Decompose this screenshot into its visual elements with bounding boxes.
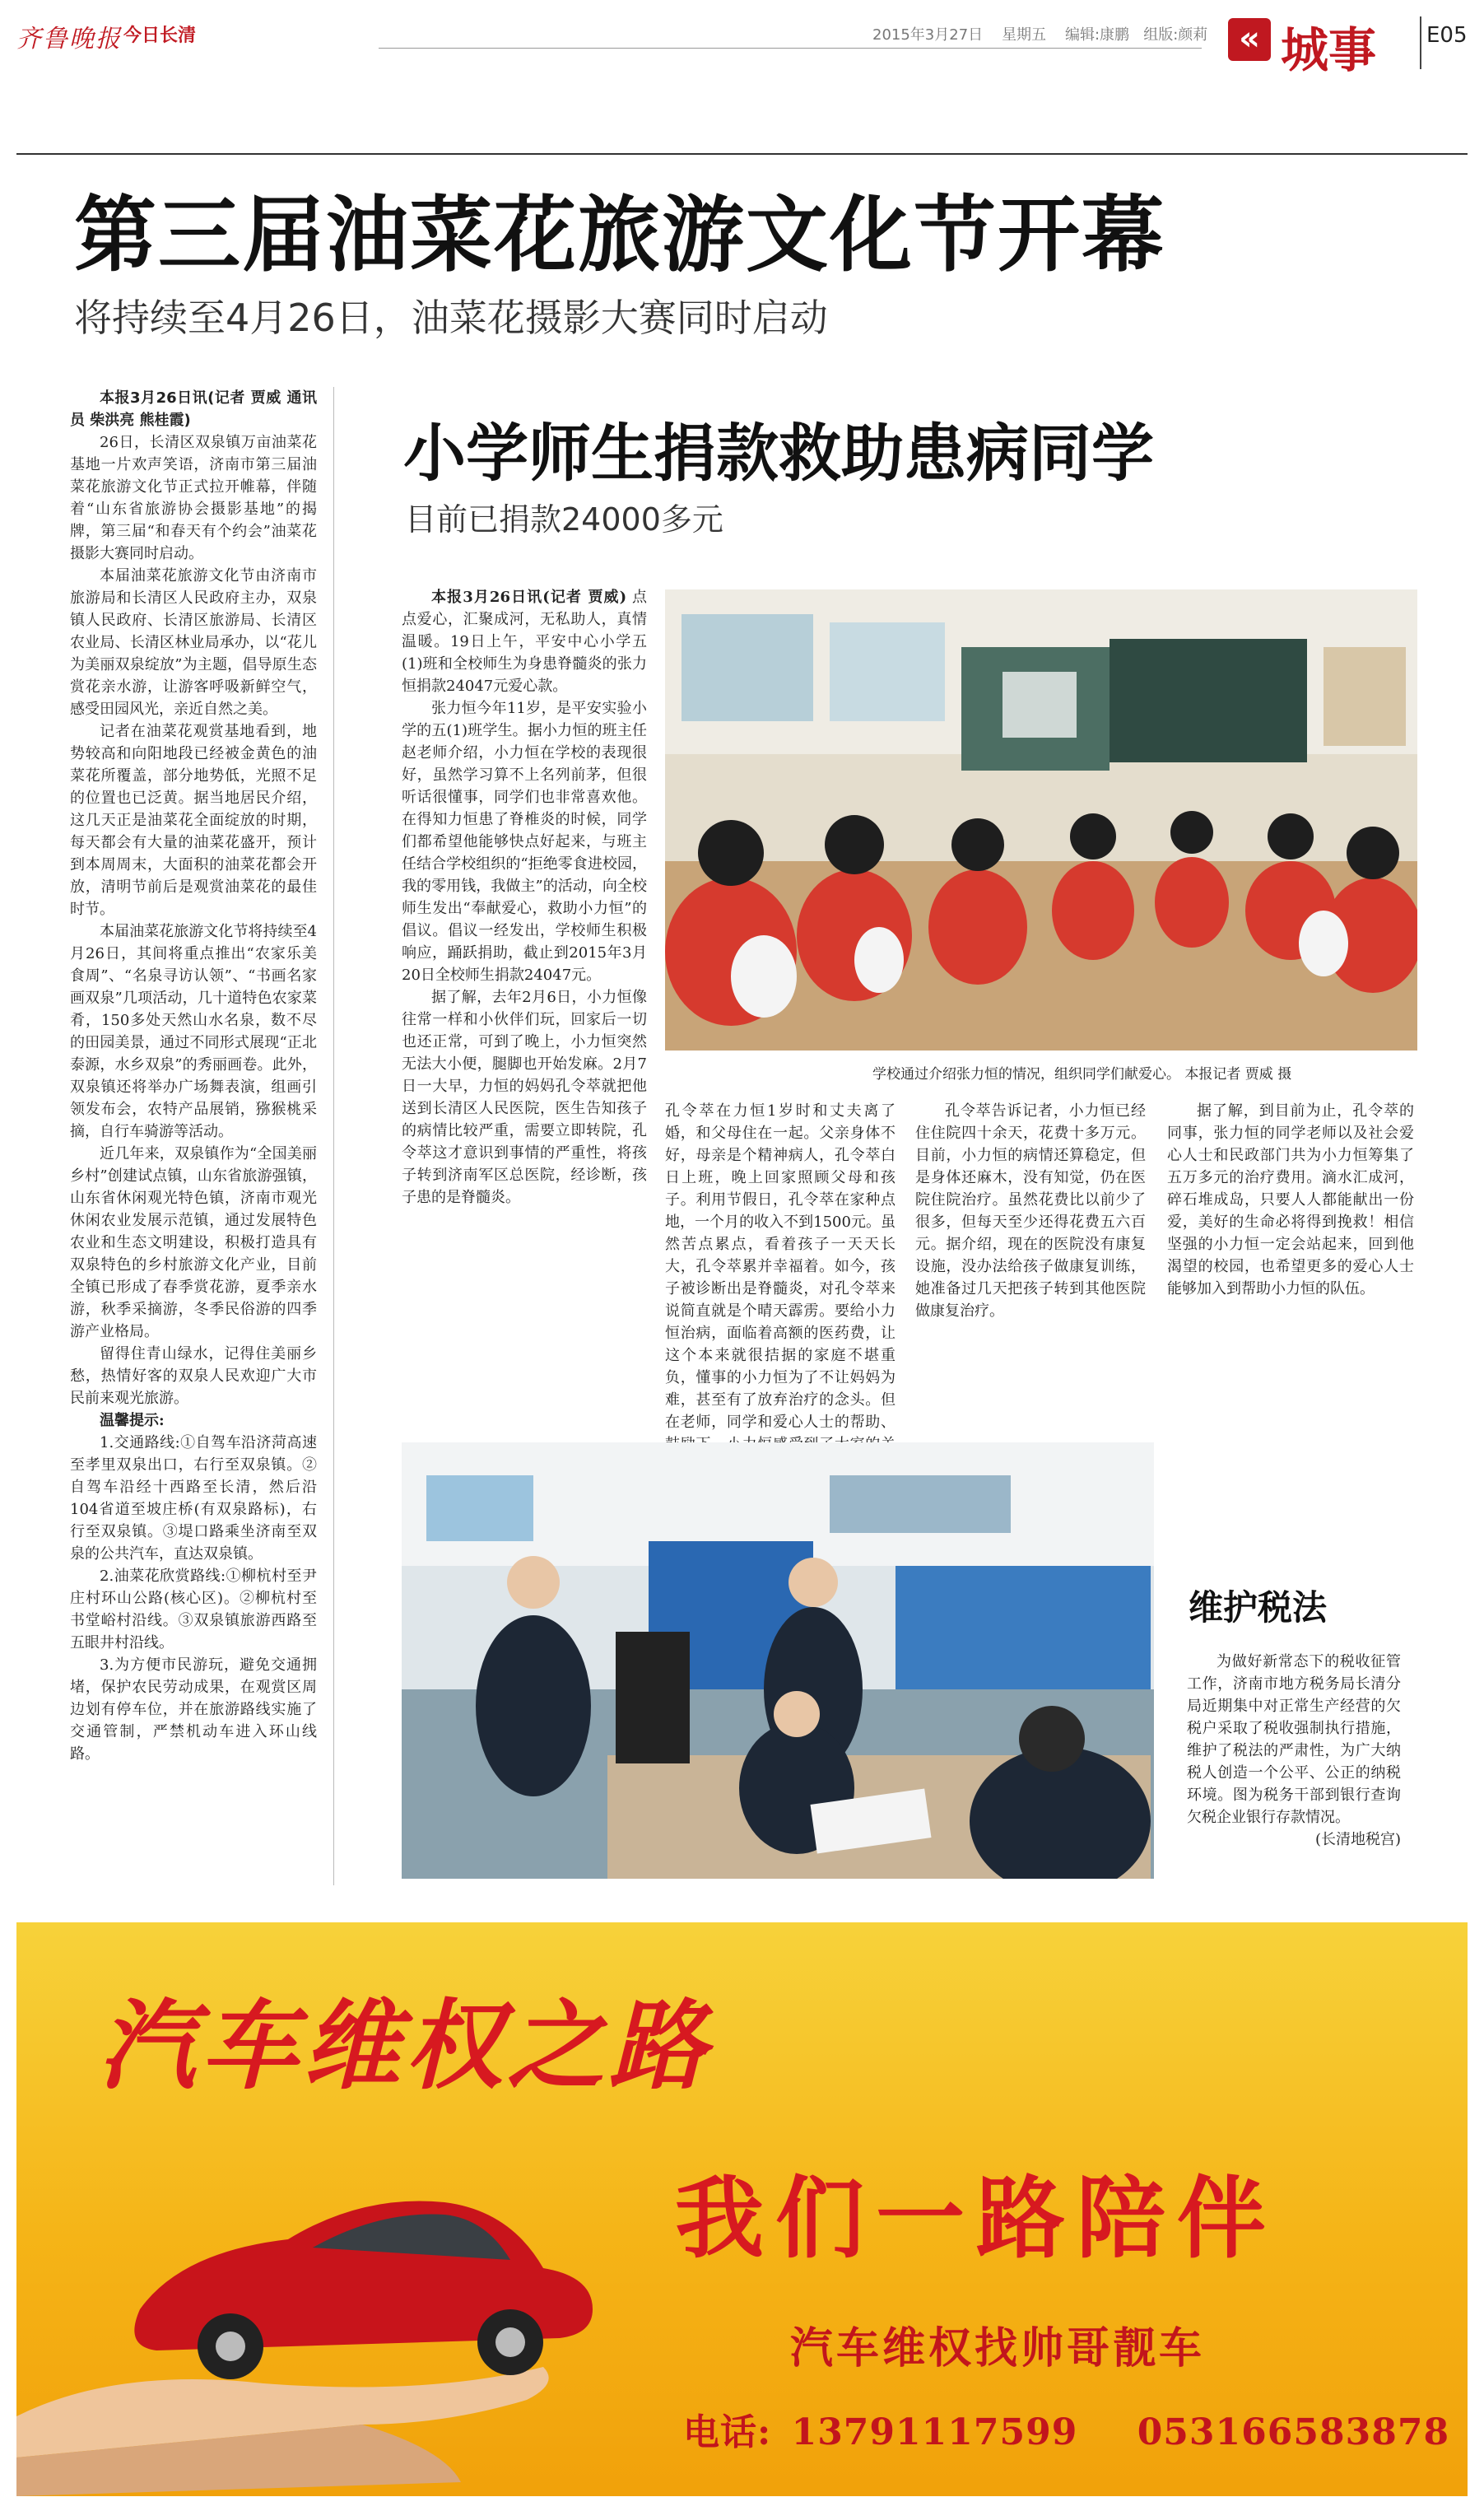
story2-lead: 点点爱心，汇聚成河，无私助人，真情温暖。19日上午，平安中心小学五(1)班和全校师生为身患脊髓炎的张力恒捐款24047元爱心款。: [402, 589, 647, 695]
story2-paragraph: 据了解，到目前为止，孔令萃的同事，张力恒的同学老师以及社会爱心人士和民政部门共为小力恒筹集了五万多元的治疗费用。滴水汇成河，碎石堆成岛，只要人人都能献出一份爱，美好的生命必将得到挽救！相信坚强的小力恒一定会站起来，回到他渴望的校园，也希望更多的爱心人士能够加入到帮助小力恒的队伍。: [1167, 1102, 1414, 1297]
tax-office-photo: [402, 1442, 1154, 1879]
issue-date: 2015年3月27日: [872, 26, 984, 44]
tips-item: 1.交通路线:①自驾车沿济菏高速至孝里双泉出口，右行至双泉镇。②自驾车沿经十西路至长清，然后沿104省道至坡庄桥(有双泉路标)，右行至双泉镇。③堤口路乘坐济南至双泉的公共汽车，直达双泉镇。: [70, 1434, 317, 1563]
lead-subhead: 将持续至4月26日，油菜花摄影大赛同时启动: [74, 296, 828, 340]
story2-byline-text: 本报3月26日讯(记者 贾威): [431, 589, 627, 606]
issue-editor: 编辑:康鹏: [1064, 26, 1130, 44]
tax-story-body: 为做好新常态下的税收征管工作，济南市地方税务局长清分局近期集中对正常生产经营的欠税户采取了税收强制执行措施，维护了税法的严肃性，为广大纳税人创造一个公平、公正的纳税环境。图为税务干部到银行查询欠税企业银行存款情况。: [1187, 1653, 1401, 1826]
lead-byline: 本报3月26日讯(记者 贾威 通讯员 柴洪亮 熊桂霞): [70, 389, 317, 429]
story2-paragraph: 据了解，去年2月6日，小力恒像往常一样和小伙伴们玩，回家后一切也还正常，可到了晚上，小力恒突然无法大小便，腿脚也开始发麻。2月7日一大早，力恒的妈妈孔令萃就把他送到长清区人民医院，医生告知孩子的病情比较严重，需要立即转院，孔令萃这才意识到事情的严重性，将孩子转到济南军区总医院，经诊断，孩子患的是脊髓炎。: [402, 989, 647, 1206]
masthead-logo: 齐鲁晚报: [16, 25, 122, 54]
classroom-illustration: [665, 589, 1417, 1051]
lead-paragraph: 本届油菜花旅游文化节由济南市旅游局和长清区人民政府主办，双泉镇人民政府、长清区旅游局、长清区农业局、长清区林业局承办，以“花儿为美丽双泉绽放”为主题，倡导原生态赏花亲水游，让游客呼吸新鲜空气，感受田园风光，亲近自然之美。: [70, 567, 317, 718]
tips-item: 2.油菜花欣赏路线:①柳杭村至尹庄村环山公路(核心区)。②柳杭村至书堂峪村沿线。③双泉镇旅游西路至五眼井村沿线。: [70, 1568, 317, 1651]
ad-phone-2: 053166583878: [1137, 2411, 1450, 2453]
lead-paragraph: 留得住青山绿水，记得住美丽乡愁，热情好客的双泉人民欢迎广大市民前来观光旅游。: [70, 1345, 317, 1407]
classroom-photo: [665, 589, 1417, 1051]
top-rule: [16, 153, 1468, 155]
issue-meta: [872, 23, 1207, 44]
story2-subhead: 目前已捐款24000多元: [405, 501, 723, 538]
lead-paragraph: 记者在油菜花观赏基地看到，地势较高和向阳地段已经被金黄色的油菜花所覆盖，部分地势低，光照不足的位置也已泛黄。据当地居民介绍，这几天正是油菜花全面绽放的时期，每天都会有大量的油菜花盛开，预计到本周周末，大面积的油菜花都会开放，清明节前后是观赏油菜花的最佳时节。: [70, 723, 317, 918]
tips-item: 3.为方便市民游玩，避免交通拥堵，保护农民劳动成果，在观赏区周边划有停车位，并在旅游路线实施了交通管制，严禁机动车进入环山线路。: [70, 1656, 317, 1763]
tips-title: 温馨提示:: [100, 1412, 165, 1429]
story2-column-3: [915, 1100, 1146, 1487]
page-number: E05: [1426, 23, 1468, 48]
issue-weekday: 星期五: [1002, 26, 1047, 44]
lead-article-column: [70, 387, 317, 1765]
ad-phone-label: 电话:: [683, 2411, 772, 2453]
column-divider: [333, 387, 334, 1885]
ad-phone-1: 13791117599: [791, 2411, 1078, 2453]
story2-column-1: [402, 586, 647, 1409]
section-title: 城事: [1281, 22, 1377, 78]
header-rule: [379, 48, 1202, 49]
section-divider: [1420, 16, 1421, 69]
column-name: 今日长清: [123, 26, 197, 46]
tax-story-title: 维护税法: [1189, 1587, 1328, 1628]
story2-paragraph: 孔令萃在力恒1岁时和丈夫离了婚，和父母住在一起。父亲身体不好，母亲是个精神病人，孔令萃白日上班，晚上回家照顾父母和孩子。利用节假日，孔令萃在家种点地，一个月的收入不到1500元。虽然苦点累点，看着孩子一天天长大，孔令萃累并幸福着。如今，孩子被诊断出是脊髓炎，对孔令萃来说简直就是个晴天霹雳。要给小力恒治病，面临着高额的医药费，让这个本来就很拮据的家庭不堪重负，懂事的小力恒为了不让妈妈为难，甚至有了放弃治疗的念头。但在老师，同学和爱心人士的帮助、: [665, 1102, 896, 1431]
story2-paragraph: 张力恒今年11岁，是平安实验小学的五(1)班学生。据小力恒的班主任赵老师介绍，小力恒在学校的表现很好，虽然学习算不上名列前茅，但很听话很懂事，同学们也非常喜欢他。在得知力恒患了脊椎炎的时候，同学们都希望他能够快点好起来，与班主任结合学校组织的“拒绝零食进校园，我的零用钱，我做主”的活动，向全校师生发出“奉献爱心，救助小力恒”的倡议。倡议一经发出，学校师生积极响应，踊跃捐助，截止到2015年3月20日全校师生捐款24047元。: [402, 700, 647, 984]
ad-slogan-line1: 汽车维权之路: [99, 1989, 712, 2103]
lead-paragraph: 近几年来，双泉镇作为“全国美丽乡村”创建试点镇，山东省旅游强镇，山东省休闲观光特色镇，济南市观光休闲农业发展示范镇，通过发展特色农业和生态文明建设，积极打造具有双泉特色的乡村旅游文化产业，目前全镇已形成了春季赏花游，夏季亲水游，秋季采摘游，冬季民俗游的四季游产业格局。: [70, 1145, 317, 1340]
tax-office-illustration: [402, 1442, 1154, 1879]
ad-slogan-line2: 我们一路陪伴: [675, 2168, 1278, 2271]
story2-paragraph: 孔令萃告诉记者，小力恒已经住住院四十余天，花费十多万元。目前，小力恒的病情还算稳定，但是身体还麻木，没有知觉，仍在医院住院治疗。虽然花费比以前少了很多，但每天至少还得花费五六百元。据介绍，现在的医院没有康复设施，没办法给孩子做康复训练，她准备过几天把孩子转到其他医院做康复治疗。: [915, 1102, 1146, 1320]
lead-headline: 第三届油菜花旅游文化节开幕: [74, 187, 1165, 283]
story2-byline: [402, 586, 647, 697]
lead-paragraph: 26日，长清区双泉镇万亩油菜花基地一片欢声笑语，济南市第三届油菜花旅游文化节正式拉开帷幕，伴随着“山东省旅游协会摄影基地”的揭牌，第三届“和春天有个约会”油菜花摄影大赛同时启动。: [70, 434, 317, 562]
story2-headline: 小学师生捐款救助患病同学: [403, 417, 1154, 490]
lead-paragraph: 本届油菜花旅游文化节将持续至4月26日，其间将重点推出“农家乐美食周”、“名泉寻访认领”、“书画名家画双泉”几项活动，几十道特色农家菜肴，150多处天然山水名泉，数不尽的田园美景，通过不同形式展现“正北泰源，水乡双泉”的秀丽画卷。此外，双泉镇还将举办广场舞表演，组画引领发布会，农特产品展销，猕猴桃采摘，自行车骑游等活动。: [70, 923, 317, 1140]
ad-slogan-line3: 汽车维权找帅哥靓车: [790, 2324, 1206, 2374]
tax-story-text: [1187, 1651, 1401, 1851]
tax-story-credit: (长清地税宫): [1314, 1831, 1401, 1848]
ad-phone-line: [683, 2402, 1449, 2455]
section-chevron-icon: «: [1228, 18, 1271, 61]
classroom-photo-caption: 学校通过介绍张力恒的情况，组织同学们献爱心。 本报记者 贾威 摄: [872, 1066, 1292, 1083]
issue-layout: 组版:颜莉: [1143, 26, 1208, 44]
story2-column-2: [665, 1100, 896, 1487]
story2-column-4: [1167, 1100, 1414, 1487]
